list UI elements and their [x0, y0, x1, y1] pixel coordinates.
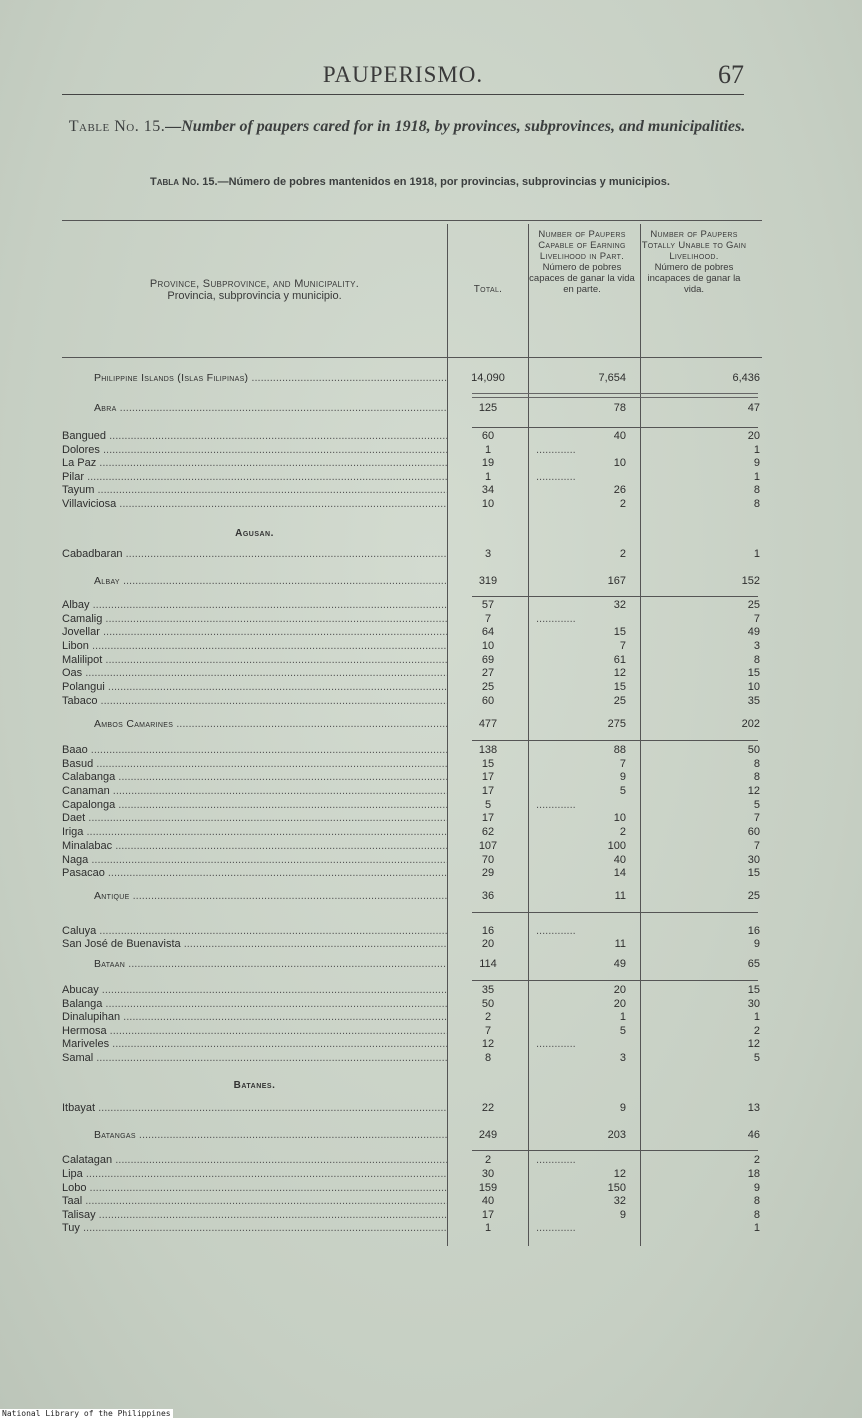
municipality-row	[62, 984, 762, 997]
row-name: Hermosa .....	[62, 1025, 447, 1038]
row-unable: 9	[753, 938, 760, 950]
row-unable: 1	[753, 1222, 760, 1234]
municipality-row	[62, 1025, 762, 1038]
section-heading-batanes: Batanes.	[233, 1080, 276, 1091]
row-total: 1	[484, 444, 492, 456]
municipality-row	[62, 1038, 762, 1051]
row-unable: 5	[753, 1052, 760, 1064]
row-part: 20	[613, 984, 626, 996]
municipality-row	[62, 840, 762, 853]
subtotal-rule	[472, 596, 758, 597]
row-total: 22	[481, 1102, 495, 1114]
row-unable: 20	[747, 430, 760, 442]
row-total: 20	[481, 938, 495, 950]
row-part: 15	[613, 626, 626, 638]
row-unable: 15	[747, 667, 760, 679]
municipality-row	[62, 1222, 762, 1235]
row-total: 3	[484, 548, 492, 560]
header-province-es: Provincia, subprovincia y municipio.	[167, 290, 342, 302]
header-part	[528, 229, 636, 295]
row-part: 9	[619, 1102, 626, 1114]
row-total: 62	[481, 826, 495, 838]
row-name: Cabadbaran .....	[62, 548, 447, 561]
row-name: Calatagan .....	[62, 1154, 447, 1167]
row-unable: 30	[747, 854, 760, 866]
row-part: 275	[607, 718, 626, 730]
row-unable: 1	[753, 471, 760, 483]
municipality-row	[62, 1052, 762, 1065]
row-name: Libon .....	[62, 640, 447, 653]
row-total: 12	[481, 1038, 495, 1050]
row-name: Tabaco .....	[62, 695, 447, 708]
municipality-row	[62, 484, 762, 497]
table-label-english: Table No. 15.	[68, 118, 166, 135]
row-name: Calabanga .....	[62, 771, 447, 784]
row-part: 203	[607, 1129, 626, 1141]
row-part: 25	[613, 695, 626, 707]
row-total: 30	[481, 1168, 495, 1180]
row-unable: 8	[753, 758, 760, 770]
row-unable: 9	[753, 457, 760, 469]
row-total: 60	[481, 430, 495, 442]
row-part: 2	[619, 498, 626, 510]
row-name: Polangui .....	[62, 681, 447, 694]
row-part: 9	[619, 1209, 626, 1221]
municipality-row	[62, 854, 762, 867]
row-name: Basud .....	[62, 758, 447, 771]
row-name: Bataan .....	[62, 958, 447, 971]
row-total: 40	[481, 1195, 495, 1207]
row-name: Talisay .....	[62, 1209, 447, 1222]
row-part: 78	[613, 402, 626, 414]
row-total: 319	[478, 575, 498, 587]
row-part: 61	[613, 654, 626, 666]
table-title-spanish	[80, 174, 740, 190]
municipality-row	[62, 771, 762, 784]
municipality-row	[62, 667, 762, 680]
row-unable: 50	[747, 744, 760, 756]
row-total: 35	[481, 984, 495, 996]
table-label-spanish: Tabla No. 15.	[150, 176, 218, 188]
row-name: Tayum .....	[62, 484, 447, 497]
province-total-row	[62, 718, 762, 731]
row-total: 17	[481, 812, 495, 824]
province-total-row	[62, 958, 762, 971]
row-total: 19	[481, 457, 495, 469]
subtotal-rule	[472, 1150, 758, 1151]
paupers-table	[62, 220, 762, 1250]
row-total: 249	[478, 1129, 498, 1141]
row-name: Taal .....	[62, 1195, 447, 1208]
row-unable: 60	[747, 826, 760, 838]
row-part: 2	[619, 548, 626, 560]
row-name: Minalabac .....	[62, 840, 447, 853]
row-name: San José de Buenavista .....	[62, 938, 447, 951]
municipality-row	[62, 548, 762, 561]
row-name: Iriga .....	[62, 826, 447, 839]
row-part: 49	[613, 958, 626, 970]
grand-total-part: 7,654	[598, 372, 626, 384]
row-unable: 30	[747, 998, 760, 1010]
municipality-row	[62, 925, 762, 938]
row-unable: 5	[753, 799, 760, 811]
row-name: Lipa .....	[62, 1168, 447, 1181]
row-unable: 7	[753, 840, 760, 852]
section-heading-agusan: Agusan.	[235, 528, 274, 539]
row-part: 20	[613, 998, 626, 1010]
row-name: Caluya .....	[62, 925, 447, 938]
municipality-row	[62, 1195, 762, 1208]
row-unable: 202	[741, 718, 760, 730]
row-name: La Paz .....	[62, 457, 447, 470]
row-unable: 16	[747, 925, 760, 937]
row-name: Daet .....	[62, 812, 447, 825]
header-part-en: Number of Paupers Capable of Earning Livelihood in Part.	[538, 229, 626, 262]
row-name: Itbayat .....	[62, 1102, 447, 1115]
row-unable: 65	[747, 958, 760, 970]
row-unable: 25	[747, 890, 760, 902]
row-total: 64	[481, 626, 495, 638]
municipality-row	[62, 1154, 762, 1167]
row-unable: 3	[753, 640, 760, 652]
row-part: 40	[613, 430, 626, 442]
row-unable: 8	[753, 654, 760, 666]
table-caption-english: —Number of paupers cared for in 1918, by provinces, subprovinces, and municipalities.	[165, 118, 746, 135]
row-part: 14	[613, 867, 626, 879]
row-unable: 15	[747, 867, 760, 879]
row-unable: 2	[753, 1154, 760, 1166]
row-part: 26	[613, 484, 626, 496]
row-total: 2	[484, 1011, 492, 1023]
municipality-row	[62, 599, 762, 612]
row-unable: 8	[753, 498, 760, 510]
municipality-row	[62, 430, 762, 443]
row-name: Ambos Camarines .....	[62, 718, 447, 731]
province-total-row	[62, 890, 762, 903]
row-name: Abra .....	[62, 402, 447, 415]
row-part: 3	[619, 1052, 626, 1064]
row-part: 40	[613, 854, 626, 866]
row-name: Oas .....	[62, 667, 447, 680]
grand-total-total: 14,090	[471, 372, 505, 384]
row-unable: 18	[747, 1168, 760, 1180]
header-province-en: Province, Subprovince, and Municipality.	[149, 278, 360, 290]
header-unable-en: Number of Paupers Totally Unable to Gain Livelihood.	[641, 229, 747, 262]
municipality-row	[62, 938, 762, 951]
row-total: 17	[481, 1209, 495, 1221]
row-unable: 2	[753, 1025, 760, 1037]
row-total: 7	[484, 1025, 492, 1037]
province-total-row	[62, 402, 762, 415]
row-unable: 47	[747, 402, 760, 414]
municipality-row	[62, 1011, 762, 1024]
grand-total-name: Philippine Islands (Islas Filipinas) .....	[62, 372, 447, 385]
subtotal-rule	[472, 427, 758, 428]
row-name: Malilipot .....	[62, 654, 447, 667]
row-total: 114	[479, 958, 497, 970]
municipality-row	[62, 471, 762, 484]
row-unable: 12	[747, 1038, 760, 1050]
row-total: 34	[481, 484, 495, 496]
municipality-row	[62, 1102, 762, 1115]
row-part: 100	[607, 840, 626, 852]
running-head	[62, 60, 744, 95]
row-part: 32	[613, 1195, 626, 1207]
row-part: 7	[619, 640, 626, 652]
row-total: 29	[481, 867, 495, 879]
row-part: 2	[619, 826, 626, 838]
row-part: 88	[613, 744, 626, 756]
row-unable: 35	[747, 695, 760, 707]
row-name: Camalig .....	[62, 613, 447, 626]
row-unable: 15	[747, 984, 760, 996]
row-unable: 152	[741, 575, 760, 587]
row-total: 57	[481, 599, 495, 611]
running-title: PAUPERISMO.	[322, 62, 484, 87]
row-total: 27	[481, 667, 495, 679]
row-total: 25	[481, 681, 495, 693]
row-unable: 8	[753, 1209, 760, 1221]
row-part: 10	[613, 812, 626, 824]
row-total: 69	[481, 654, 495, 666]
municipality-row	[62, 640, 762, 653]
row-total: 1	[484, 471, 492, 483]
row-unable: 46	[747, 1129, 760, 1141]
province-total-row	[62, 1129, 762, 1142]
header-province	[62, 278, 447, 302]
row-part: 9	[619, 771, 626, 783]
header-bottom-rule	[62, 357, 762, 358]
row-name: Canaman .....	[62, 785, 447, 798]
municipality-row	[62, 498, 762, 511]
row-unable: 8	[753, 1195, 760, 1207]
header-part-es: Número de pobres capaces de ganar la vida en parte.	[529, 262, 635, 295]
municipality-row	[62, 826, 762, 839]
row-unable: 7	[753, 812, 760, 824]
row-name: Baao .....	[62, 744, 447, 757]
grand-total-row	[62, 372, 762, 385]
row-name: Abucay .....	[62, 984, 447, 997]
row-total: 477	[478, 718, 498, 730]
row-name: Bangued .....	[62, 430, 447, 443]
municipality-row	[62, 1209, 762, 1222]
municipality-row	[62, 867, 762, 880]
municipality-row	[62, 444, 762, 457]
row-name: Balanga .....	[62, 998, 447, 1011]
row-part: 5	[619, 785, 626, 797]
row-total: 17	[481, 785, 495, 797]
row-name: Antique .....	[62, 890, 447, 903]
municipality-row	[62, 457, 762, 470]
row-name: Pasacao .....	[62, 867, 447, 880]
row-total: 159	[478, 1182, 498, 1194]
province-total-row	[62, 575, 762, 588]
row-name: Jovellar .....	[62, 626, 447, 639]
row-part: 32	[613, 599, 626, 611]
row-part: 11	[614, 890, 626, 902]
row-unable: 12	[747, 785, 760, 797]
header-total: Total.	[473, 284, 503, 295]
municipality-row	[62, 785, 762, 798]
row-name: Naga .....	[62, 854, 447, 867]
row-unable: 9	[753, 1182, 760, 1194]
row-name: Dinalupihan .....	[62, 1011, 447, 1024]
row-total: 16	[481, 925, 495, 937]
row-name: Capalonga .....	[62, 799, 447, 812]
row-unable: 1	[753, 444, 760, 456]
row-total: 1	[484, 1222, 492, 1234]
row-name: Pilar .....	[62, 471, 447, 484]
row-total: 70	[481, 854, 495, 866]
municipality-row	[62, 799, 762, 812]
row-total: 15	[481, 758, 495, 770]
row-unable: 13	[747, 1102, 760, 1114]
header-unable	[640, 229, 748, 295]
municipality-row	[62, 744, 762, 757]
municipality-row	[62, 626, 762, 639]
subtotal-rule	[472, 912, 758, 913]
row-name: Albay .....	[62, 575, 447, 588]
row-part: 12	[613, 1168, 626, 1180]
row-total: 10	[481, 640, 495, 652]
row-name: Dolores .....	[62, 444, 447, 457]
row-total: 107	[478, 840, 498, 852]
municipality-row	[62, 812, 762, 825]
table-title-english	[62, 116, 752, 138]
row-part: 12	[613, 667, 626, 679]
header-unable-es: Número de pobres incapaces de ganar la vida.	[647, 262, 741, 295]
row-unable: 10	[747, 681, 760, 693]
row-total: 17	[481, 771, 495, 783]
row-part: 5	[619, 1025, 626, 1037]
row-part: 15	[613, 681, 626, 693]
row-name: Lobo .....	[62, 1182, 447, 1195]
row-total: 5	[484, 799, 492, 811]
row-name: Batangas .....	[62, 1129, 447, 1142]
row-total: 10	[481, 498, 495, 510]
row-total: 60	[481, 695, 495, 707]
municipality-row	[62, 681, 762, 694]
municipality-row	[62, 758, 762, 771]
row-name: Samal .....	[62, 1052, 447, 1065]
row-unable: 1	[753, 1011, 760, 1023]
table-caption-spanish: —Número de pobres mantenidos en 1918, por provincias, subprovincias y municipios.	[217, 176, 670, 188]
row-total: 50	[481, 998, 495, 1010]
row-total: 2	[484, 1154, 492, 1166]
table-top-rule	[62, 220, 762, 221]
subtotal-rule	[472, 980, 758, 981]
row-part: 10	[613, 457, 626, 469]
municipality-row	[62, 998, 762, 1011]
municipality-row	[62, 1182, 762, 1195]
library-credit: National Library of the Philippines	[2, 1409, 171, 1418]
row-total: 8	[484, 1052, 492, 1064]
row-part: 167	[607, 575, 626, 587]
row-total: 138	[478, 744, 498, 756]
row-name: Villaviciosa .....	[62, 498, 447, 511]
row-total: 36	[481, 890, 495, 902]
row-name: Albay .....	[62, 599, 447, 612]
subtotal-rule	[472, 740, 758, 741]
row-part: 150	[607, 1182, 626, 1194]
row-unable: 8	[753, 484, 760, 496]
row-unable: 49	[747, 626, 760, 638]
row-part: 7	[619, 758, 626, 770]
municipality-row	[62, 1168, 762, 1181]
grand-total-rule	[472, 393, 758, 398]
row-total: 7	[484, 613, 492, 625]
municipality-row	[62, 613, 762, 626]
municipality-row	[62, 654, 762, 667]
row-total: 125	[478, 402, 498, 414]
page-number: 67	[718, 60, 744, 89]
municipality-row	[62, 695, 762, 708]
row-part: 1	[619, 1011, 626, 1023]
row-unable: 1	[753, 548, 760, 560]
row-name: Mariveles .....	[62, 1038, 447, 1051]
row-unable: 25	[747, 599, 760, 611]
row-part: 11	[614, 938, 626, 950]
row-name: Tuy .....	[62, 1222, 447, 1235]
grand-total-unable: 6,436	[732, 372, 760, 384]
row-unable: 7	[753, 613, 760, 625]
row-unable: 8	[753, 771, 760, 783]
